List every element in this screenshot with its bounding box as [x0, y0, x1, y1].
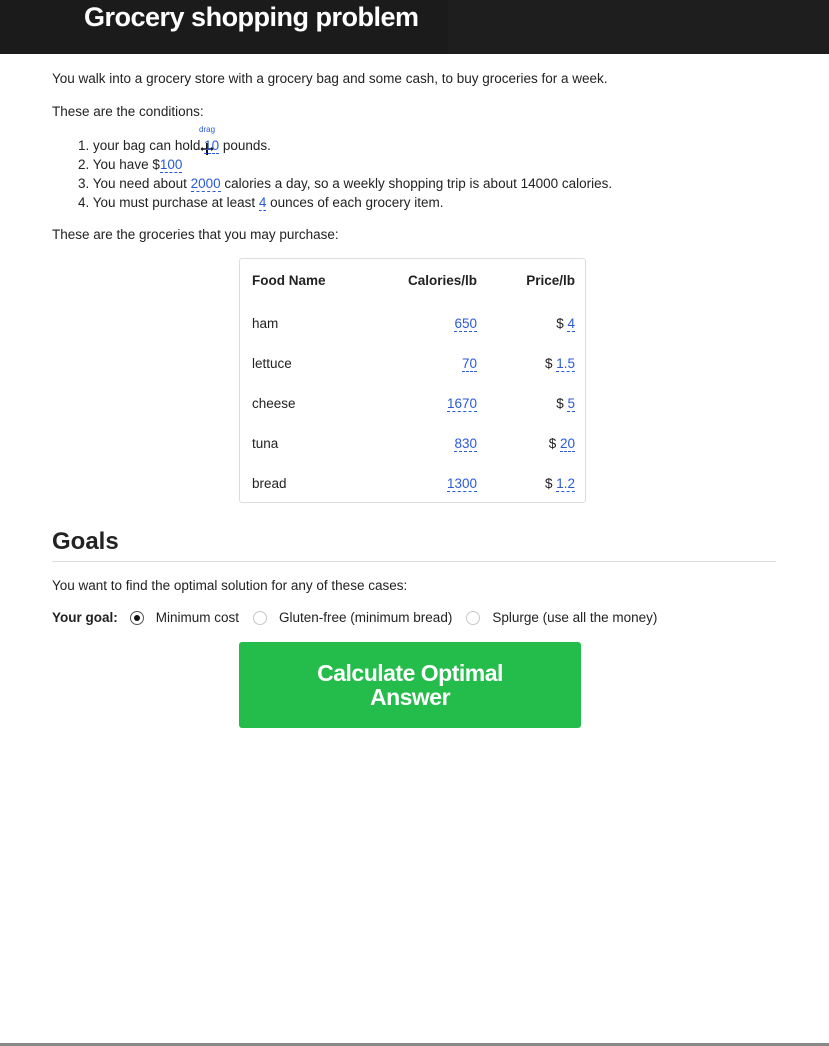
condition-budget [78, 155, 612, 174]
food-name: ham [252, 316, 279, 331]
radio-label-gluten-free[interactable]: Gluten-free (minimum bread) [279, 610, 453, 625]
condition-text: 4. You must purchase at least [78, 195, 259, 210]
goals-description: You want to find the optimal solution for any of these cases: [52, 578, 408, 593]
calories-value[interactable]: 830 [454, 436, 477, 451]
condition-bag-capacity [78, 136, 612, 155]
groceries-table [239, 258, 586, 503]
food-name: tuna [252, 436, 279, 451]
currency-symbol: $ [556, 316, 564, 331]
conditions-list [78, 136, 612, 212]
calories-value[interactable]: 1300 [446, 476, 477, 491]
condition-text: pounds. [219, 138, 271, 153]
condition-text: 2. You have $ [78, 157, 160, 172]
goal-selector [52, 610, 671, 625]
calories-value[interactable]: 1670 [446, 396, 477, 411]
min-ounces-value[interactable]: 4 [258, 195, 267, 210]
currency-symbol: $ [548, 436, 557, 451]
header-price: Price/lb [526, 273, 575, 288]
radio-label-splurge[interactable]: Splurge (use all the money) [492, 610, 658, 625]
conditions-heading: These are the conditions: [52, 104, 204, 119]
currency-symbol: $ [556, 396, 564, 411]
calories-value[interactable]: 70 [461, 356, 477, 371]
radio-gluten-free[interactable] [253, 611, 267, 625]
goals-divider [52, 561, 776, 562]
radio-splurge[interactable] [466, 611, 480, 625]
condition-calories [78, 174, 612, 193]
currency-symbol: $ [544, 476, 553, 491]
price-value[interactable]: 4 [567, 316, 575, 331]
condition-text: 3. You need about [78, 176, 191, 191]
food-name: bread [252, 476, 287, 491]
header-food-name: Food Name [252, 273, 326, 288]
radio-minimum-cost[interactable] [130, 611, 144, 625]
price-value[interactable]: 1.2 [556, 476, 575, 491]
food-name: cheese [252, 396, 296, 411]
price-value[interactable]: 5 [567, 396, 575, 411]
drag-hint: drag [199, 125, 216, 134]
bag-capacity-value[interactable]: 10 [204, 138, 220, 153]
page-title: Grocery shopping problem [84, 2, 419, 32]
goals-heading: Goals [52, 528, 119, 555]
condition-text: 1. your bag can hold [78, 138, 205, 153]
budget-value[interactable]: 100 [159, 157, 183, 172]
price-value[interactable]: 1.5 [556, 356, 575, 371]
condition-text: ounces of each grocery item. [266, 195, 444, 210]
condition-text: calories a day, so a weekly shopping trip is about 14000 calories. [220, 176, 613, 191]
currency-symbol: $ [544, 356, 553, 371]
daily-calories-value[interactable]: 2000 [190, 176, 221, 191]
radio-label-minimum-cost[interactable]: Minimum cost [155, 610, 240, 625]
calories-value[interactable]: 650 [454, 316, 477, 331]
intro-text: You walk into a grocery store with a grocery bag and some cash, to buy groceries for a week. [52, 71, 608, 86]
food-name: lettuce [252, 356, 292, 371]
groceries-intro: These are the groceries that you may purchase: [52, 227, 339, 242]
calculate-optimal-button[interactable]: Calculate Optimal Answer [239, 642, 581, 728]
header-calories: Calories/lb [407, 273, 477, 288]
price-value[interactable]: 20 [559, 436, 575, 451]
goal-label: Your goal: [52, 610, 118, 625]
header-bar [0, 0, 829, 54]
condition-min-ounces [78, 193, 612, 212]
